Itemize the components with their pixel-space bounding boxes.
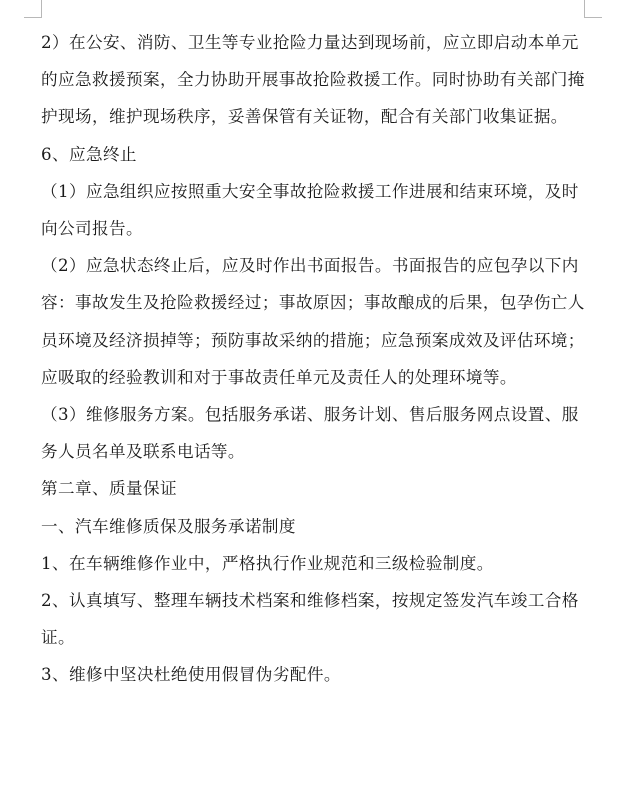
- page-corner-mark-right: [584, 0, 602, 18]
- paragraph-emergency-assistance: 2）在公安、消防、卫生等专业抢险力量达到现场前，应立即启动本单元的应急救援预案，全力协助开展事故抢险救援工作。同时协助有关部门掩护现场，维护现场秩序，妥善保管有关证物，配合有关部门收集证据。: [41, 33, 585, 127]
- paragraph-termination-report: （1）应急组织应按照重大安全事故抢险救援工作进展和结束环境，及时向公司报告。: [41, 181, 579, 239]
- chapter-heading-quality: 第二章、质量保证: [41, 479, 177, 499]
- paragraph-maintenance-plan: （3）维修服务方案。包括服务承诺、服务计划、售后服务网点设置、服务人员名单及联系电话等。: [41, 405, 579, 462]
- page-corner-mark-left: [24, 0, 42, 18]
- section-heading-warranty: 一、汽车维修质保及服务承诺制度: [41, 516, 296, 536]
- heading-emergency-termination: 6、应急终止: [41, 144, 137, 164]
- document-body: [41, 24, 587, 694]
- list-item-parts: 3、维修中坚决杜绝使用假冒伪劣配件。: [41, 665, 341, 685]
- paragraph-written-report: （2）应急状态终止后，应及时作出书面报告。书面报告的应包孕以下内容：事故发生及抢险救援经过；事故原因；事故酿成的后果，包孕伤亡人员环境及经济损掉等；预防事故采纳的措施；应急预案成效及评估环境；应吸取的经验教训和对于事故责任单元及责任人的处理环境等。: [41, 256, 585, 387]
- list-item-archives: 2、认真填写、整理车辆技术档案和维修档案，按规定签发汽车竣工合格证。: [41, 591, 579, 648]
- list-item-inspection: 1、在车辆维修作业中，严格执行作业规范和三级检验制度。: [41, 553, 494, 573]
